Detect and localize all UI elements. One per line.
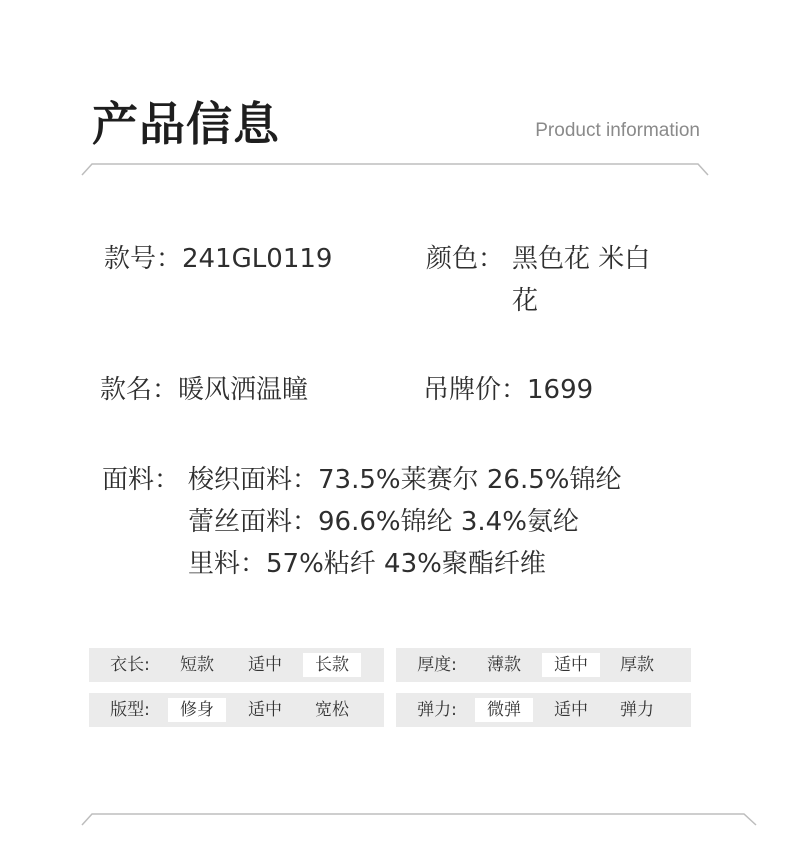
spec-elasticity [396,693,691,727]
spec-option: 厚款 [620,655,654,675]
spec-label: 厚度: [417,655,457,675]
color-label: 颜色： [426,244,505,274]
spec-option-selected: 适中 [542,653,600,677]
spec-label: 弹力: [417,700,457,720]
fabric-line: 梭织面料：73.5%莱赛尔 26.5%锦纶 [188,465,622,495]
color-value-line2: 花 [512,286,539,316]
spec-option: 宽松 [315,700,349,720]
spec-option: 薄款 [487,655,521,675]
spec-option-selected: 微弹 [475,698,533,722]
spec-option-selected: 长款 [303,653,361,677]
spec-label: 衣长: [110,655,150,675]
bottom-divider [0,808,790,828]
price-value: 1699 [527,375,594,405]
product-name-label: 款名： [100,375,179,405]
spec-option: 适中 [248,655,282,675]
style-number-row [104,238,332,280]
top-divider [0,158,790,178]
fabric-line: 里料：57%粘纤 43%聚酯纤维 [188,549,546,579]
style-number-value: 241GL0119 [182,244,333,274]
style-number-label: 款号： [104,244,183,274]
spec-option: 弹力 [620,700,654,720]
spec-option: 适中 [248,700,282,720]
price-label: 吊牌价： [423,375,528,405]
price-row [423,369,593,411]
page-title: 产品信息 [92,97,280,151]
spec-length [89,648,384,682]
fabric-label: 面料： [102,465,181,495]
spec-fit [89,693,384,727]
product-name-row [100,369,308,411]
spec-thickness [396,648,691,682]
spec-option: 短款 [180,655,214,675]
product-name-value: 暖风洒温瞳 [178,375,309,405]
spec-option-selected: 修身 [168,698,226,722]
fabric-line: 蕾丝面料：96.6%锦纶 3.4%氨纶 [188,507,579,537]
page-subtitle: Product information [535,120,700,141]
spec-label: 版型: [110,700,150,720]
spec-option: 适中 [554,700,588,720]
color-value-line1: 黑色花 米白 [512,244,651,274]
